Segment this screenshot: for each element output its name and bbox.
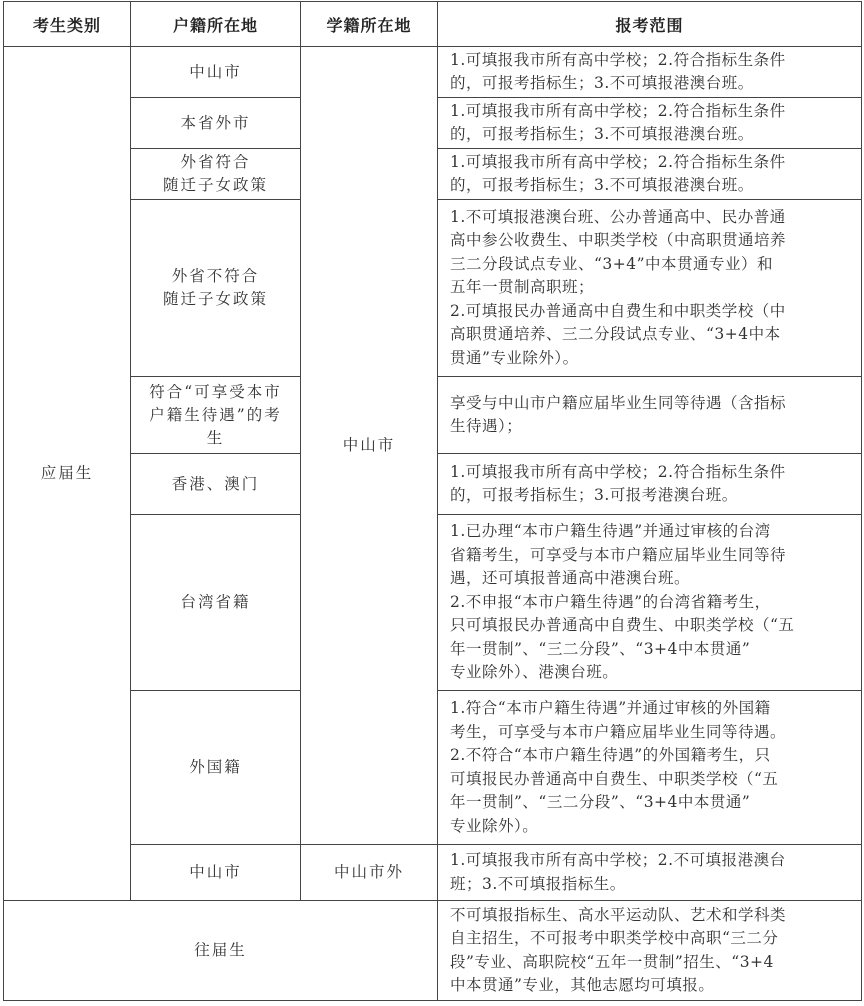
school-zhongshan: 中山市 [301, 47, 438, 845]
household-cell: 外省不符合 随迁子女政策 [131, 200, 301, 377]
header-school-registration: 学籍所在地 [301, 2, 438, 47]
scope-cell: 1.可填报我市所有高中学校；2.符合指标生条件 的，可报考指标生；3.可报考港澳台班。 [438, 454, 862, 515]
household-cell: 台湾省籍 [131, 515, 301, 691]
scope-cell: 1.可填报我市所有高中学校；2.符合指标生条件 的，可报考指标生；3.不可填报港澳台班。 [438, 98, 862, 149]
household-cell: 符合“可享受本市 户籍生待遇”的考 生 [131, 377, 301, 454]
scope-cell: 1.不可填报港澳台班、公办普通高中、民办普通 高中参公收费生、中职类学校（中高职贯通培养 三二分段试点专业、“3+4”中本贯通专业）和 五年一贯制高职班； 2.可填报民办普通高中自费生和中职类学校（中 高职贯通培养、三二分段试点专业、“3+4中本 贯通”专业除外）。 [438, 200, 862, 377]
scope-cell: 1.可填报我市所有高中学校；2.符合指标生条件 的，可报考指标生；3.不可填报港澳台班。 [438, 149, 862, 200]
category-fresh: 应届生 [4, 47, 131, 901]
table-row [4, 845, 862, 901]
header-category: 考生类别 [4, 2, 131, 47]
scope-cell: 1.已办理“本市户籍生待遇”并通过审核的台湾 省籍考生，可享受与本市户籍应届毕业生同等待 遇，还可填报普通高中港澳台班。 2.不申报“本市户籍生待遇”的台湾省籍考生， 只可填报民办普通高中自费生、中职类学校（“五 年一贯制”、“三二分段”、“3+4中本贯通” 专业除外）、港澳台班。 [438, 515, 862, 691]
scope-cell: 享受与中山市户籍应届毕业生同等待遇（含指标 生待遇）； [438, 377, 862, 454]
school-outside: 中山市外 [301, 845, 438, 901]
header-row [4, 2, 862, 47]
scope-cell: 1.可填报我市所有高中学校；2.不可填报港澳台 班；3.不可填报指标生。 [438, 845, 862, 901]
scope-cell: 1.可填报我市所有高中学校；2.符合指标生条件 的，可报考指标生；3.不可填报港澳台班。 [438, 47, 862, 98]
household-cell: 香港、澳门 [131, 454, 301, 515]
category-repeat: 往届生 [4, 901, 438, 1001]
admission-scope-table [3, 1, 862, 1001]
scope-cell: 不可填报指标生、高水平运动队、艺术和学科类 自主招生，不可报考中职类学校中高职“三二分 段”专业、高职院校“五年一贯制”招生、“3+4 中本贯通”专业，其他志愿均可填报。 [438, 901, 862, 1001]
household-cell: 本省外市 [131, 98, 301, 149]
household-cell: 外国籍 [131, 691, 301, 845]
household-cell: 外省符合 随迁子女政策 [131, 149, 301, 200]
table-row [4, 47, 862, 98]
header-application-scope: 报考范围 [438, 2, 862, 47]
scope-cell: 1.符合“本市户籍生待遇”并通过审核的外国籍 考生，可享受与本市户籍应届毕业生同等待遇。 2.不符合“本市户籍生待遇”的外国籍考生，只 可填报民办普通高中自费生、中职类学校（“五 年一贯制”、“三二分段”、“3+4中本贯通” 专业除外）。 [438, 691, 862, 845]
header-household: 户籍所在地 [131, 2, 301, 47]
table-row [4, 901, 862, 1001]
household-cell: 中山市 [131, 845, 301, 901]
household-cell: 中山市 [131, 47, 301, 98]
